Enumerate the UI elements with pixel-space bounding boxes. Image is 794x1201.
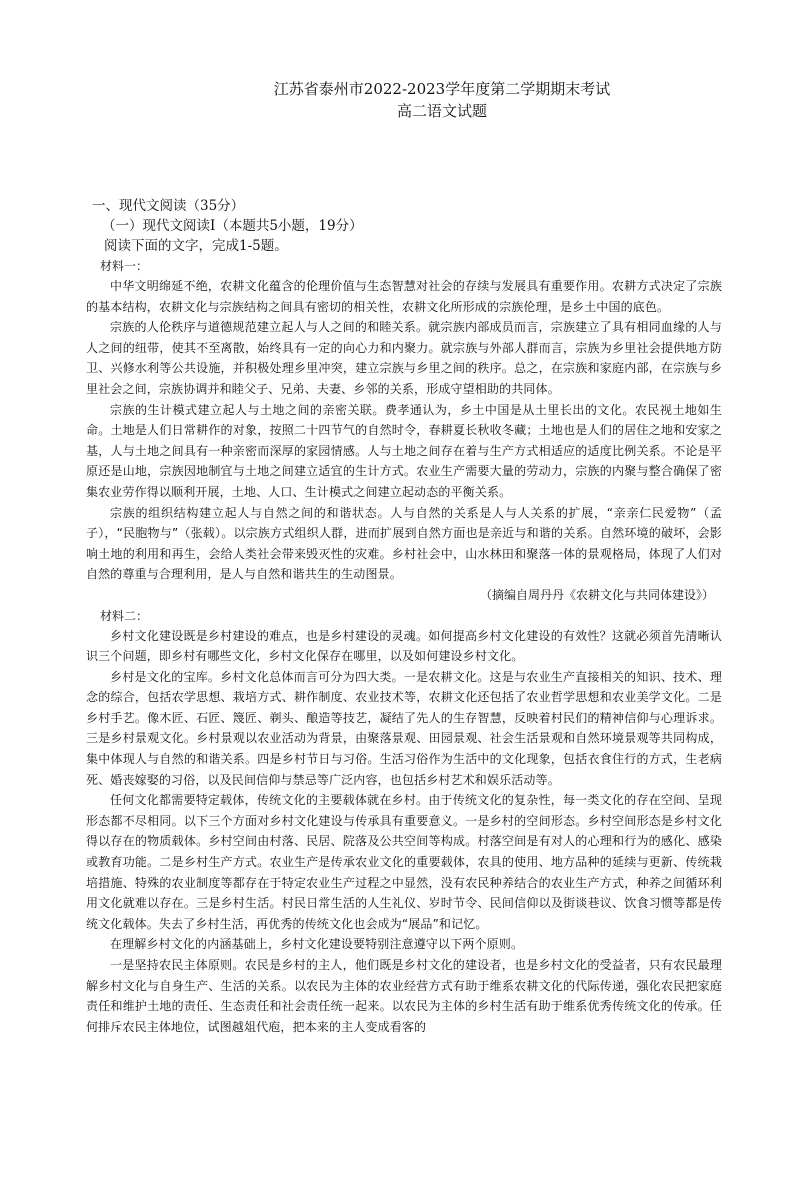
paragraph: 一是坚持农民主体原则。农民是乡村的主人，他们既是乡村文化的建设者，也是乡村文化的受益者，只有农民最理解乡村文化与自身生产、生活的关系。以农民为主体的农业经营方式有助于维系农耕文化的代际传递，强化农民把家庭责任和维护土地的责任、生态责任和社会责任统一起来。以农民为主体的乡村生活有助于维系优秀传统文化的传承。任何排斥农民主体地位，试图越俎代庖，把本来的主人变成看客的 [86,958,722,1034]
material-1-label: 材料一： [100,259,149,273]
page-title: 江苏省泰州市2022-2023学年度第二学期期末考试 [273,80,611,98]
paragraph: 乡村是文化的宝库。乡村文化总体而言可分为四大类。一是农耕文化。这是与农业生产直接相关的知识、技术、理念的综合，包括农学思想、栽培方式、耕作制度、农业技术等，农耕文化还包括了农业哲学思想和农业美学文化。二是乡村手艺。像木匠、石匠、篾匠、剃头、酿造等技艺，凝结了先人的生存智慧，反映着村民们的精神信仰与心理诉求。三是乡村景观文化。乡村景观以农业活动为背景，由聚落景观、田园景观、社会生活景观和自然环境景观等共同构成，集中体现人与自然的和谐关系。四是乡村节日与习俗。生活习俗作为生活中的文化现象，包括衣食住行的方式，生老病死、婚丧嫁娶的习俗，以及民间信仰与禁忌等广泛内容，也包括乡村艺术和娱乐活动等。 [86,669,722,787]
material-2-label: 材料二： [100,608,149,623]
document-body [86,196,722,1037]
paragraph: 任何文化都需要特定载体，传统文化的主要载体就在乡村。由于传统文化的复杂性，每一类文化的存在空间、呈现形态都不尽相同。以下三个方面对乡村文化建设与传承具有重要意义。一是乡村的空间形态。乡村空间形态是乡村文化得以存在的物质载体。乡村空间由村落、民居、院落及公共空间等构成。村落空间是有对人的心理和行为的感化、感染或教育功能。二是乡村生产方式。农业生产是传承农业文化的重要载体，农具的使用、地方品种的延续与更新、传统栽培措施、特殊的农业制度等都存在于特定农业生产过程之中显然，没有农民种养结合的农业生产方式，种养之间循环利用文化就难以存在。三是乡村生活。村民日常生活的人生礼仪、岁时节令、民间信仰以及街谈巷议、饮食习惯等都是传统文化载体。失去了乡村生活，再优秀的传统文化也会成为“展品”和记忆。 [86,793,722,931]
paragraph: 宗族的生计模式建立起人与土地之间的亲密关联。费孝通认为，乡土中国是从土里长出的文化。农民视土地如生命。土地是人们日常耕作的对象，按照二十四节气的自然时令，春耕夏长秋收冬藏；土地也是人们的居住之地和安家之基，人与土地之间具有一种亲密而深厚的家园情感。人与土地之间存在着与生产方式相适应的适度比例关系。不论是平原还是山地，宗族因地制宜与土地之间建立适宜的生计方式。农业生产需要大量的劳动力，宗族的内聚与整合确保了密集农业劳作得以顺利开展，土地、人口、生计模式之间建立起动态的平衡关系。 [86,402,722,499]
citation: （摘编自周丹丹《农耕文化与共同体建设》） [479,587,714,602]
paragraph: 中华文明绵延不绝，农耕文化蕴含的伦理价值与生态智慧对社会的存续与发展具有重要作用。农耕方式决定了宗族的基本结构，农耕文化与宗族结构之间具有密切的相关性，农耕文化所形成的宗族伦理，是乡土中国的底色。 [86,279,722,314]
paragraph: 宗族的组织结构建立起人与自然之间的和谐状态。人与自然的关系是人与人关系的扩展，“亲亲仁民爱物”（孟子），“民胞物与”（张载）。以宗族方式组织人群，进而扩展到自然方面也是亲近与和谐的关系。自然环境的破坏，会影响土地的利用和再生，会给人类社会带来毁灭性的灾难。乡村社会中，山水林田和聚落一体的景观格局，体现了人们对自然的尊重与合理利用，是人与自然和谐共生的生动图景。 [86,505,722,582]
page-subtitle: 高二语文试题 [396,102,487,120]
instruction-text: 阅读下面的文字，完成1-5题。 [104,238,288,254]
paragraph: 乡村文化建设既是乡村建设的难点，也是乡村建设的灵魂。如何提高乡村文化建设的有效性？这就必须首先清晰认识三个问题，即乡村有哪些文化，乡村文化保存在哪里，以及如何建设乡村文化。 [86,628,722,664]
exam-page [0,78,794,1201]
section-heading: 一、现代文阅读（35分） [92,198,245,214]
paragraph: 在理解乡村文化的内涵基础上，乡村文化建设要特别注意遵守以下两个原则。 [110,937,524,952]
document-header [0,78,794,122]
subsection-heading: （一）现代文阅读Ⅰ（本题共5小题，19分） [102,218,363,234]
paragraph: 宗族的人伦秩序与道德规范建立起人与人之间的和睦关系。就宗族内部成员而言，宗族建立了具有相同血缘的人与人之间的纽带，使其不至离散，始终具有一定的向心力和内聚力。就宗族与外部人群而言，宗族为乡里社会提供地方防卫、兴修水利等公共设施，并积极处理乡里冲突，建立宗族与乡里之间的秩序。总之，在宗族和家庭内部，在宗族与乡里社会之间，宗族协调并和睦父子、兄弟、夫妻、乡邻的关系，形成守望相助的共同体。 [86,320,722,396]
